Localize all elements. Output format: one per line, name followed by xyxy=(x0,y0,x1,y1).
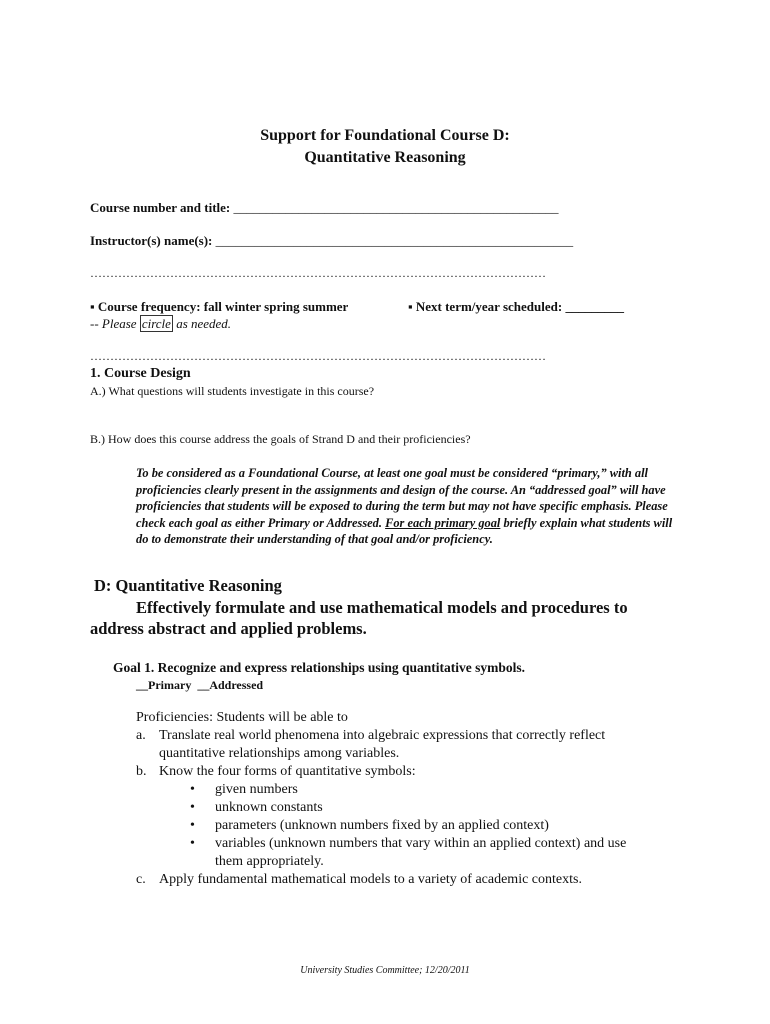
bullet-dot-icon: • xyxy=(190,818,195,833)
symbol-item-continued: them appropriately. xyxy=(215,854,324,869)
course-design-heading: 1. Course Design xyxy=(90,366,191,381)
dotted-divider-1: …………………………………………………………………………………………………… xyxy=(90,266,546,280)
item-b-text: Know the four forms of quantitative symbols: xyxy=(159,764,416,779)
course-frequency xyxy=(90,299,348,315)
item-b-marker: b. xyxy=(136,764,147,779)
strand-heading: D: Quantitative Reasoning xyxy=(94,576,282,595)
doc-title-line2: Quantitative Reasoning xyxy=(304,149,466,166)
circle-word: circle xyxy=(141,316,171,331)
item-a-marker: a. xyxy=(136,728,146,743)
instruction-note-main: To be considered as a Foundational Course, at least one goal must be considered “primary,” with all proficiencies clearly present in the assignments and design of the course. An “addressed goal” will have proficiencies that students will be exposed to during the term but may not have specific emphasis. Please check each goal as either Primary or Addressed. xyxy=(136,466,668,530)
instructor-label: Instructor(s) name(s): xyxy=(90,233,213,248)
page-footer: University Studies Committee; 12/20/2011 xyxy=(300,965,470,976)
bullet-dot-icon: • xyxy=(190,782,195,797)
bullet-dot-icon: • xyxy=(190,836,195,851)
item-c-marker: c. xyxy=(136,872,146,887)
strand-desc-line2: address abstract and applied problems. xyxy=(90,619,367,638)
bullet-dot-icon: • xyxy=(190,800,195,815)
item-a-line2: quantitative relationships among variables. xyxy=(159,746,400,761)
goal1-title: Goal 1. Recognize and express relationships using quantitative symbols. xyxy=(113,660,526,675)
symbol-item: unknown constants xyxy=(215,800,323,815)
doc-title-line1: Support for Foundational Course D: xyxy=(260,127,510,144)
dotted-divider-2: …………………………………………………………………………………………………… xyxy=(90,349,546,363)
item-c-text: Apply fundamental mathematical models to a variety of academic contexts. xyxy=(159,872,582,887)
item-a-line1: Translate real world phenomena into algebraic expressions that correctly reflect xyxy=(159,728,606,743)
course-number-field xyxy=(90,200,558,216)
bullet-square-icon: ▪ xyxy=(90,299,95,314)
course-number-blank: __________________________________________________ xyxy=(233,200,559,215)
symbol-item: parameters (unknown numbers fixed by an applied context) xyxy=(215,818,549,833)
next-term xyxy=(408,299,624,315)
circle-note-prefix: -- Please xyxy=(90,316,137,331)
instructor-blank: _______________________________________________________ xyxy=(215,233,574,248)
circle-note-suffix: as needed. xyxy=(176,316,232,331)
circle-note xyxy=(90,316,231,332)
instructor-field xyxy=(90,233,573,249)
next-term-label: Next term/year scheduled: xyxy=(415,299,563,314)
primary-checkbox[interactable]: __Primary xyxy=(136,678,192,692)
instruction-note-underlined: For each primary goal xyxy=(385,515,501,530)
question-a: A.) What questions will students investigate in this course? xyxy=(90,384,375,398)
bullet-square-icon: ▪ xyxy=(408,299,413,314)
addressed-checkbox[interactable]: __Addressed xyxy=(197,678,264,692)
course-number-label: Course number and title: xyxy=(90,200,231,215)
course-frequency-label: Course frequency: fall winter spring summer xyxy=(97,299,349,314)
question-b: B.) How does this course address the goals of Strand D and their proficiencies? xyxy=(90,432,471,446)
strand-desc-line1: Effectively formulate and use mathematical models and procedures to xyxy=(136,598,628,617)
symbol-item: variables (unknown numbers that vary within an applied context) and use xyxy=(215,836,627,851)
instruction-note-end: briefly explain what students will do to demonstrate their understanding of that goal and/or proficiency. xyxy=(136,515,673,546)
symbol-item: given numbers xyxy=(215,782,298,797)
next-term-blank: _________ xyxy=(565,299,624,314)
instruction-note xyxy=(136,465,681,548)
goal1-check xyxy=(136,678,263,693)
proficiencies-intro: Proficiencies: Students will be able to xyxy=(136,710,348,725)
